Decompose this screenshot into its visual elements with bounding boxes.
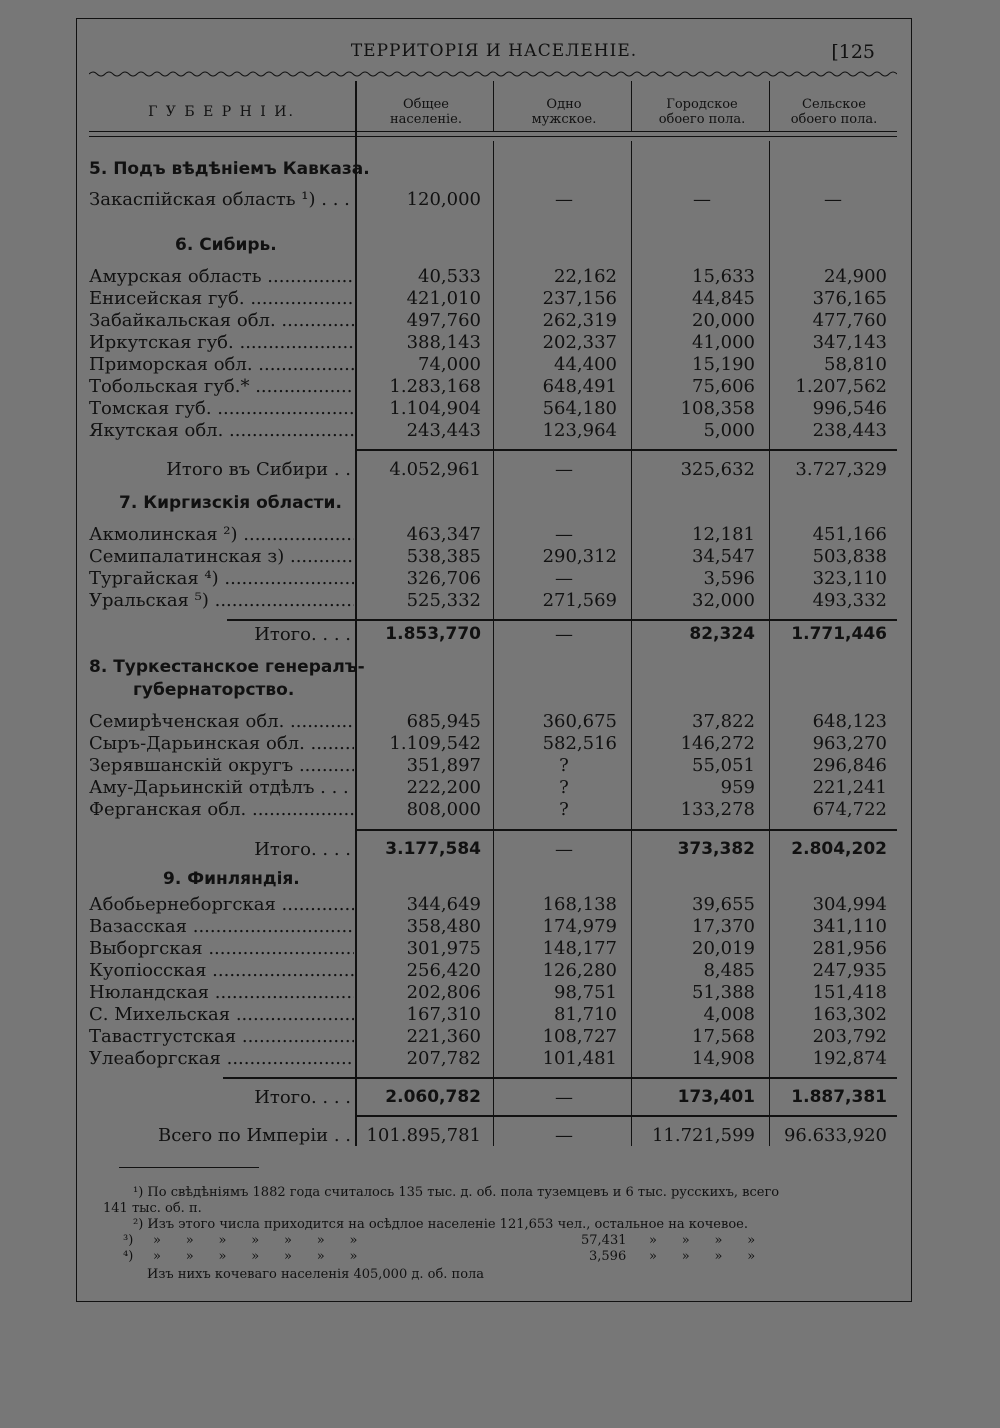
section-heading: 9. Финляндія. (163, 869, 300, 889)
column-header-urban: Городское обоего пола. (658, 97, 746, 127)
table-row: Енисейская губ. ..... 421,010 237,156 44,845 376,165 (77, 288, 913, 310)
table-row: Иркутская губ. ..... 388,143 202,337 41,000 347,143 (77, 332, 913, 354)
footnote: Изъ нихъ кочеваго населенія 405,000 д. об. пола (147, 1267, 485, 1282)
table-row: Амурская область ..... 40,533 22,162 15,633 24,900 (77, 266, 913, 288)
page-frame: ТЕРРИТОРІЯ И НАСЕЛЕНІЕ. [125 Г У Б Е Р Н І И. Общее населеніе. Одно мужское. Городское обоего пола. Сельское обоего пола. 5. Подъ вѣдѣніемъ Кавказа. Закаспійская область ¹) . . . 120,000 — — — 6. Сибирь. Амурская область ..... 40,533 22,162 15,633 24,900 Енисейская губ. ..... 421,010 237,156 44,845 376,165 Забайкальская обл. ..... 497,760 262,319 20,000 477,760 Иркутская губ. ..... 388,143 202,337 41,000 347,143 Приморская обл. ..... 74,000 44,400 15,190 58,810 Тобольская губ.* ..... 1.283,168 648,491 75,606 1.207,562 Томская губ. ..... 1.104,904 564,180 108,358 996,546 Якутская обл. ..... 243,443 123,964 5,000 238,443 Итого въ Сибири . . 4.052,961 — 325,632 3.727,329 7. Киргизскія области. Акмолинская ²) ..... 463,347 — 12,181 451,166 Семипалатинская з) ..... 538,385 290,312 34,547 503,838 Тургайская ⁴) ..... 326,706 — 3,596 323,110 Уральская ⁵) ..... 525,332 271,569 32,000 493,332 Итого. . . . 1.853,770 — 82,324 1.771,446 8. Туркестанское генералъ- губернаторство. Семирѣченская обл. ..... 685,945 360,675 37,822 648,123 Сыръ-Дарьинская обл. ..... 1.109,542 582,516 146,272 963,270 Зерявшанскій округъ ..... 351,897 ? 55,051 296,846 Аму-Дарьинскій отдѣлъ . . . 222,200 ? 959 221,241 Ферганская обл. ..... 808,000 ? 133,278 674,722 Итого. . . . 3.177,584 — 373,382 2.804,202 9. Финляндія. Абобьернеборгская ..... 344,649 168,138 39,655 304,994 Вазасская ..... 358,480 174,979 17,370 341,110 Выборгская ..... 301,975 148,177 20,019 281,956 Куопіосская ..... 256,420 126,280 8,485 247,935 Нюландская ..... 202,806 98,751 51,388 151,418 С. Михельская ..... 167,310 81,710 4,008 163,302 Тавастгустская ..... 221,360 108,727 17,568 203,792 Улеаборгская ..... 207,782 101,481 14,908 192,874 Итого. . . . 2.060,782 — 173,401 1.887,381 Всего по Имперіи . . 101.895,781 — 11.721,599 96.633,920 ¹) По свѣдѣніямъ 1882 года считалось 135 тыс. д. об. пола туземцевъ и 6 тыс. русскихъ, всего 141 тыс. об. п. ²) Изъ этого числа приходится на осѣдлое населеніе 121,653 чел., остальное на кочевое. ³) » » » » » » » 57,431 » » » » ⁴) » » » » » » » 3,596 » » » » Изъ нихъ кочеваго населенія 405,000 д. об. пола (76, 18, 912, 1302)
table-row: Выборгская ..... 301,975 148,177 20,019 281,956 (77, 938, 913, 960)
column-header-total: Общее населеніе. (390, 97, 462, 127)
table-row: Ферганская обл. ..... 808,000 ? 133,278 674,722 (77, 799, 913, 821)
table-row: Сыръ-Дарьинская обл. ..... 1.109,542 582,516 146,272 963,270 (77, 733, 913, 755)
table-row: Улеаборгская ..... 207,782 101,481 14,908 192,874 (77, 1048, 913, 1070)
column-header-rural: Сельское обоего пола. (790, 97, 878, 127)
table-row: Забайкальская обл. ..... 497,760 262,319 20,000 477,760 (77, 310, 913, 332)
table-row: Нюландская ..... 202,806 98,751 51,388 151,418 (77, 982, 913, 1004)
section-heading: 7. Киргизскія области. (119, 493, 342, 513)
total-rule (223, 1077, 897, 1079)
grand-total-row: Всего по Имперіи . . 101.895,781 — 11.721,599 96.633,920 (157, 1125, 887, 1146)
column-header-province: Г У Б Е Р Н І И. (148, 103, 295, 120)
section-heading: 6. Сибирь. (175, 235, 277, 255)
section-heading: губернаторство. (133, 680, 295, 700)
page-title: ТЕРРИТОРІЯ И НАСЕЛЕНІЕ. (350, 41, 638, 61)
table-row: Куопіосская ..... 256,420 126,280 8,485 247,935 (77, 960, 913, 982)
column-divider (769, 81, 770, 131)
total-rule (355, 1115, 897, 1117)
page-header (77, 41, 911, 71)
footnote: ²) Изъ этого числа приходится на осѣдлое населеніе 121,653 чел., остальное на кочевое. (133, 1217, 748, 1232)
section-heading: 5. Подъ вѣдѣніемъ Кавказа. (89, 159, 370, 179)
table-row: Тавастгустская ..... 221,360 108,727 17,568 203,792 (77, 1026, 913, 1048)
wavy-divider (89, 69, 897, 79)
table-row: Вазасская ..... 358,480 174,979 17,370 341,110 (77, 916, 913, 938)
footnote: ¹) По свѣдѣніямъ 1882 года считалось 135 тыс. д. об. пола туземцевъ и 6 тыс. русскихъ, всего (133, 1185, 780, 1200)
total-rule (227, 619, 897, 621)
table-row: Томская губ. ..... 1.104,904 564,180 108,358 996,546 (77, 398, 913, 420)
total-row: Итого въ Сибири . . 4.052,961 — 325,632 3.727,329 (166, 459, 887, 480)
table-row: Приморская обл. ..... 74,000 44,400 15,190 58,810 (77, 354, 913, 376)
table-row: Тобольская губ.* ..... 1.283,168 648,491 75,606 1.207,562 (77, 376, 913, 398)
total-rule (355, 449, 897, 451)
table-row: Аму-Дарьинскій отдѣлъ . . . 222,200 ? 959 221,241 (89, 777, 887, 798)
table-row: С. Михельская ..... 167,310 81,710 4,008 163,302 (77, 1004, 913, 1026)
table-row: Уральская ⁵) ..... 525,332 271,569 32,000 493,332 (77, 590, 913, 612)
section-heading: 8. Туркестанское генералъ- (89, 657, 365, 677)
table-row: Семипалатинская з) ..... 538,385 290,312 34,547 503,838 (77, 546, 913, 568)
column-header-male: Одно мужское. (531, 97, 597, 127)
table-row: Тургайская ⁴) ..... 326,706 — 3,596 323,110 (77, 568, 913, 590)
total-row: Итого. . . . 1.853,770 — 82,324 1.771,446 (254, 624, 887, 645)
table-row: Абобьернеборгская ..... 344,649 168,138 39,655 304,994 (77, 894, 913, 916)
column-headers (77, 81, 911, 143)
table-row: Якутская обл. ..... 243,443 123,964 5,000 238,443 (77, 420, 913, 442)
table-row: Семирѣченская обл. ..... 685,945 360,675 37,822 648,123 (77, 711, 913, 733)
column-divider (493, 81, 494, 131)
table-row: Зерявшанскій округъ ..... 351,897 ? 55,051 296,846 (77, 755, 913, 777)
total-row: Итого. . . . 2.060,782 — 173,401 1.887,381 (254, 1087, 887, 1108)
total-row: Итого. . . . 3.177,584 — 373,382 2.804,202 (254, 839, 887, 860)
header-rule (89, 131, 897, 132)
table-row: Закаспійская область ¹) . . . 120,000 — — — (89, 189, 842, 210)
column-divider (631, 81, 632, 131)
page-number: [125 (831, 41, 875, 63)
footnote: 141 тыс. об. п. (103, 1201, 202, 1216)
header-rule (89, 136, 897, 137)
footnote-rule (119, 1167, 259, 1168)
total-rule (355, 829, 897, 831)
table-row: Акмолинская ²) ..... 463,347 — 12,181 451,166 (77, 524, 913, 546)
